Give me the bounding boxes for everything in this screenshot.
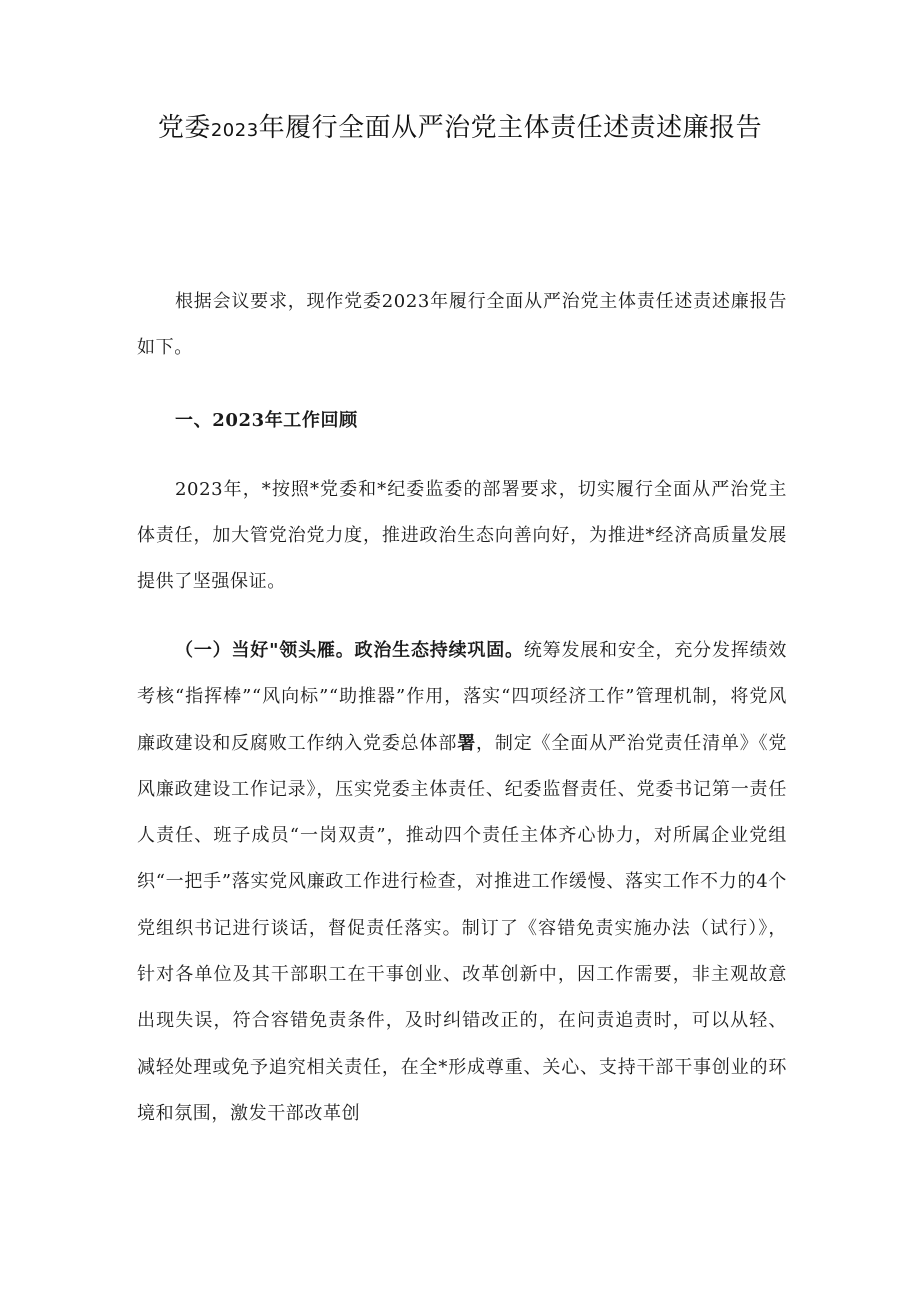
subsection-bold-char: 署 — [457, 732, 477, 754]
document-title — [150, 110, 770, 149]
title-suffix: 年履行全面从严治党主体责任述责述廉报告 — [258, 113, 763, 143]
intro-paragraph: 根据会议要求，现作党委2023年履行全面从严治党主体责任述责述廉报告如下。 — [137, 291, 787, 358]
section-heading: 一、2023年工作回顾 — [175, 410, 358, 431]
subsection-lead: （一）当好"领头雁。政治生态持续巩固。 — [175, 640, 524, 661]
title-prefix: 党委 — [157, 113, 211, 143]
title-year: 2023 — [210, 120, 259, 141]
subsection-paragraph — [137, 628, 787, 1137]
subsection-text-b: ，制定《全面从严治党责任清单》《党风廉政建设工作记录》，压实党委主体责任、纪委监督责任、党委书记第一责任人责任、班子成员“一岗双责”，推动四个责任主体齐心协力，对所属企业党组织“一把手”落实党风廉政工作进行检查，对推进工作缓慢、落实工作不力的4个党组织书记进行谈话，督促责任落实。制订了《容错免责实施办法（试行）》，针对各单位及其干部职工在干事创业、改革创新中，因工作需要，非主观故意出现失误，符合容错免责条件，及时纠错改正的，在问责追责时，可以从轻、减轻处理或免予追究相关责任，在全*形成尊重、关心、支持干部干事创业的环境和氛围，激发干部改革创 — [137, 732, 788, 1124]
section-body-paragraph: 2023年，*按照*党委和*纪委监委的部署要求，切实履行全面从严治党主体责任，加大管党治党力度，推进政治生态向善向好，为推进*经济高质量发展提供了坚强保证。 — [137, 479, 787, 592]
subsection-text-a: 统筹发展和安全，充分发挥绩效考核“指挥棒”“风向标”“助推器”作用，落实“四项经济工作”管理机制，将党风廉政建设和反腐败工作纳入党委总体部 — [137, 640, 787, 754]
